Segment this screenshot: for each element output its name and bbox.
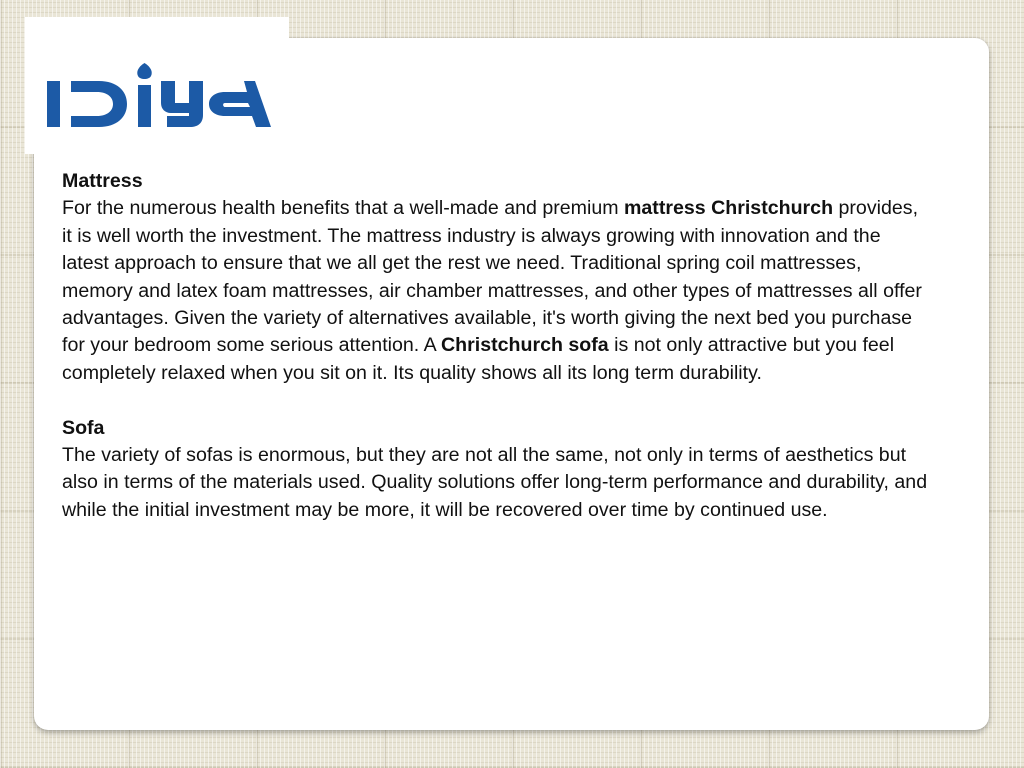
logo-container [25,17,289,154]
diya-logo-icon [47,63,299,127]
mattress-text-1: For the numerous health benefits that a well-made and premium [62,197,624,220]
christchurch-sofa-keyword: Christchurch sofa [441,334,609,357]
mattress-christchurch-keyword: mattress Christchurch [623,197,834,220]
mattress-text-3: is not only attractive but you feel completely relaxed when you sit on it. Its quality shows all its long term durability. [62,334,895,384]
section-heading-sofa: Sofa [62,416,105,439]
section-heading-mattress: Mattress [62,170,143,192]
section-body-mattress [62,195,932,387]
slide-content [62,168,932,524]
sofa-text-1: The variety of sofas is enormous, but they are not all the same, not only in terms of aesthetics but also in terms of the materials used. Quality solutions offer long-term performance and durability, and while the initial investment may be more, it will be recovered over time by continued use. [62,444,928,521]
mattress-text-2: provides, it is well worth the investment. The mattress industry is always growing with innovation and the latest approach to ensure that we all get the rest we need. Traditional spring coil mattresses, memory and latex foam mattresses, air chamber mattresses, and other types of mattresses all offer advantages. Given the variety of alternatives available, it's worth giving the next bed you purchase for your bedroom some serious attention. A [62,197,922,357]
section-spacer [62,387,932,414]
section-body-sofa [62,442,932,524]
